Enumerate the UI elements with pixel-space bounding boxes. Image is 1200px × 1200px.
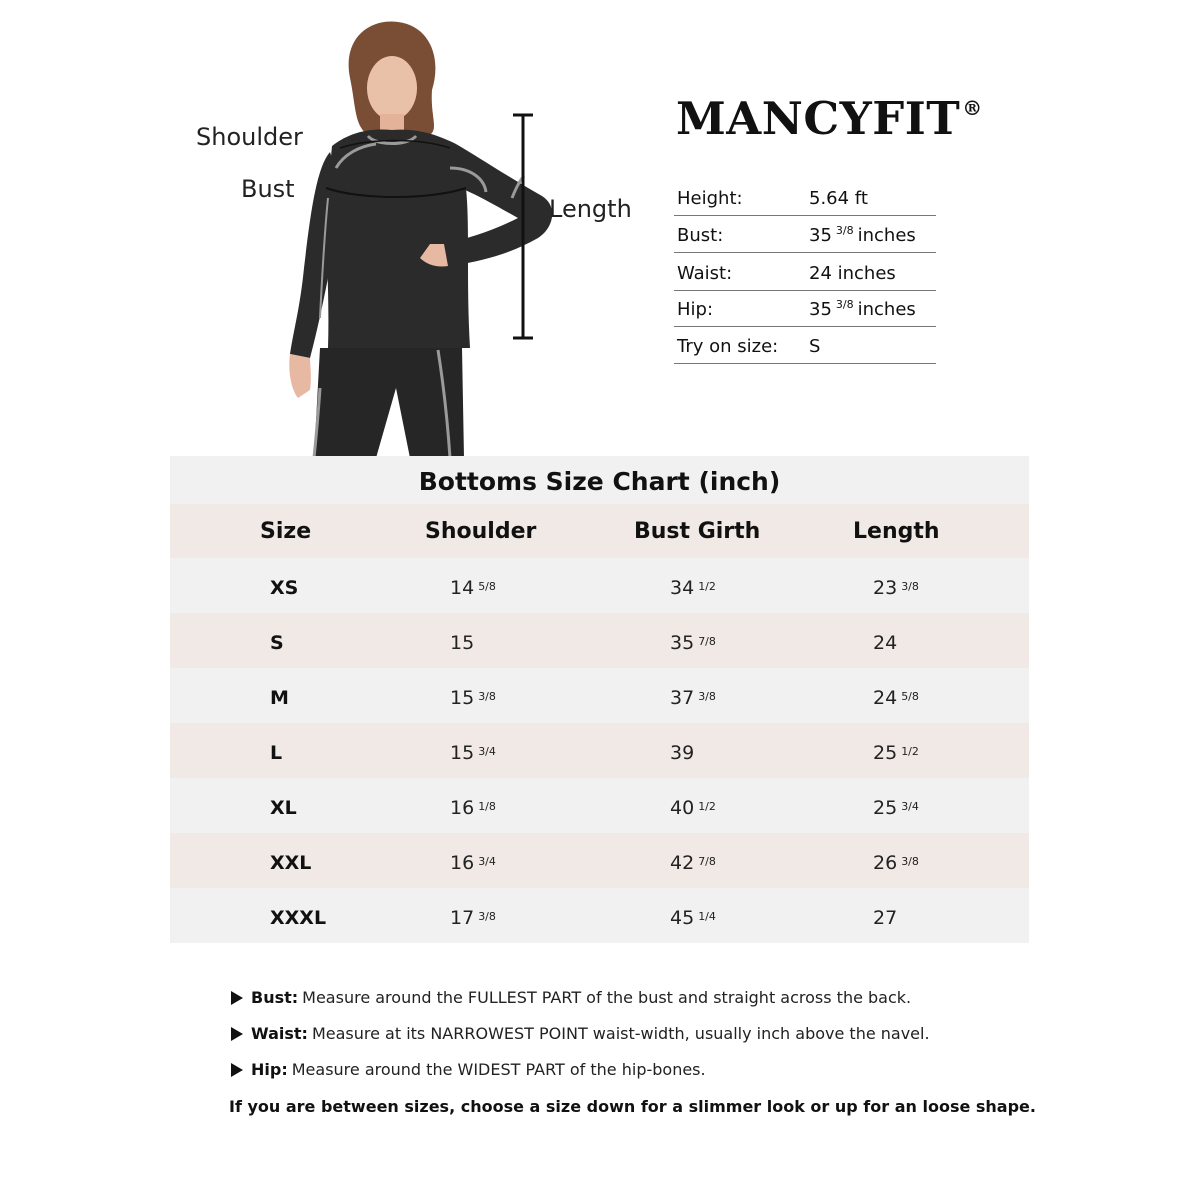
length-cell-fraction: 1/2 (901, 745, 919, 758)
note-text: Measure around the FULLEST PART of the bust and straight across the back. (302, 988, 912, 1007)
bust-girth-cell-fraction: 7/8 (698, 635, 716, 648)
stat-label: Hip: (677, 299, 714, 320)
length-cell-whole: 25 (873, 796, 898, 819)
length-cell (873, 888, 897, 945)
stat-value-main: 24 inches (809, 263, 896, 284)
stat-value-main: 5.64 ft (809, 188, 868, 209)
shoulder-cell (450, 833, 500, 890)
bust-girth-cell-fraction: 1/2 (698, 800, 716, 813)
bust-girth-cell-whole: 45 (670, 906, 695, 929)
shoulder-cell-whole: 15 (450, 741, 475, 764)
length-cell-whole: 24 (873, 631, 898, 654)
size-cell: XS (270, 576, 299, 599)
length-cell-whole: 23 (873, 576, 898, 599)
shoulder-cell-fraction: 3/4 (478, 745, 496, 758)
note-label: Hip: (251, 1060, 288, 1079)
bust-girth-cell-whole: 40 (670, 796, 695, 819)
length-cell-fraction: 3/8 (901, 855, 919, 868)
stat-value-main: S (809, 336, 821, 357)
note-text: Measure at its NARROWEST POINT waist-width, usually inch above the navel. (311, 1024, 930, 1043)
registered-mark: ® (962, 96, 983, 120)
bullet-triangle-icon (231, 1027, 243, 1041)
stat-value (809, 225, 916, 246)
header-shoulder: Shoulder (425, 518, 537, 544)
length-cell (873, 613, 897, 670)
table-row (170, 723, 1029, 778)
note-item (231, 988, 911, 1007)
stat-value-main: 35 (809, 225, 832, 246)
shoulder-cell-fraction: 3/4 (478, 855, 496, 868)
shoulder-cell-whole: 15 (450, 631, 475, 654)
bust-girth-cell-whole: 37 (670, 686, 695, 709)
bust-girth-cell-fraction: 7/8 (698, 855, 716, 868)
stat-label: Try on size: (677, 336, 779, 357)
stat-label: Height: (677, 188, 743, 209)
stat-row (674, 253, 936, 291)
stat-label: Bust: (677, 225, 724, 246)
shoulder-cell-fraction: 5/8 (478, 580, 496, 593)
length-bracket (508, 112, 538, 342)
shoulder-cell-whole: 17 (450, 906, 475, 929)
shoulder-cell-whole: 16 (450, 851, 475, 874)
stat-row (674, 289, 936, 327)
table-row (170, 668, 1029, 723)
length-cell-whole: 25 (873, 741, 898, 764)
stat-value-unit: inches (857, 299, 916, 320)
bust-girth-cell-whole: 39 (670, 741, 695, 764)
bullet-triangle-icon (231, 991, 243, 1005)
length-cell-fraction: 3/4 (901, 800, 919, 813)
stat-value (809, 263, 896, 284)
stat-row (674, 178, 936, 216)
bust-girth-cell-whole: 42 (670, 851, 695, 874)
shoulder-label: Shoulder (196, 123, 303, 151)
table-row (170, 888, 1029, 943)
length-cell (873, 778, 923, 835)
length-label: Length (549, 195, 632, 223)
stat-value (809, 188, 868, 209)
length-cell-fraction: 5/8 (901, 690, 919, 703)
stat-value (809, 299, 916, 320)
bust-girth-cell (670, 888, 720, 945)
length-cell (873, 558, 923, 615)
table-row (170, 558, 1029, 613)
shoulder-cell (450, 668, 500, 725)
size-cell: XL (270, 796, 297, 819)
shoulder-cell (450, 888, 500, 945)
note-label: Waist: (251, 1024, 308, 1043)
header-length: Length (853, 518, 940, 544)
table-row (170, 778, 1029, 833)
bust-girth-cell-fraction: 1/4 (698, 910, 716, 923)
stat-value-unit: inches (857, 225, 916, 246)
table-row (170, 613, 1029, 668)
table-header-row (170, 504, 1029, 558)
shoulder-cell (450, 613, 474, 670)
header-size: Size (260, 518, 312, 544)
bust-girth-cell (670, 558, 720, 615)
shoulder-cell (450, 558, 500, 615)
bust-girth-cell (670, 613, 720, 670)
bust-girth-cell (670, 668, 720, 725)
bust-girth-cell-whole: 34 (670, 576, 695, 599)
shoulder-cell (450, 723, 500, 780)
shoulder-cell-fraction: 3/8 (478, 690, 496, 703)
note-item (231, 1060, 706, 1079)
shoulder-cell-whole: 14 (450, 576, 475, 599)
length-cell-whole: 24 (873, 686, 898, 709)
bust-girth-cell (670, 778, 720, 835)
shoulder-cell-whole: 16 (450, 796, 475, 819)
length-cell (873, 723, 923, 780)
stat-value-main: 35 (809, 299, 832, 320)
size-chart-table (170, 456, 1029, 943)
length-cell (873, 668, 923, 725)
shoulder-cell-fraction: 1/8 (478, 800, 496, 813)
size-cell: XXXL (270, 906, 327, 929)
model-top (327, 130, 470, 348)
stat-label: Waist: (677, 263, 733, 284)
bust-label: Bust (241, 175, 295, 203)
length-cell-fraction: 3/8 (901, 580, 919, 593)
bust-girth-cell-whole: 35 (670, 631, 695, 654)
bust-girth-cell (670, 723, 694, 780)
note-text: Measure around the WIDEST PART of the hip-bones. (291, 1060, 706, 1079)
stat-value-fraction: 3/8 (835, 224, 854, 237)
note-item (231, 1024, 930, 1043)
size-cell: L (270, 741, 283, 764)
length-cell-whole: 26 (873, 851, 898, 874)
length-cell (873, 833, 923, 890)
length-cell-whole: 27 (873, 906, 898, 929)
header-bust-girth: Bust Girth (634, 518, 761, 544)
table-body (170, 558, 1029, 943)
model-left-hand (289, 354, 311, 398)
size-chart-title: Bottoms Size Chart (inch) (170, 456, 1029, 504)
size-cell: XXL (270, 851, 312, 874)
note-label: Bust: (251, 988, 299, 1007)
shoulder-cell-fraction: 3/8 (478, 910, 496, 923)
stat-value-fraction: 3/8 (835, 298, 854, 311)
stat-value (809, 336, 820, 357)
bust-girth-cell-fraction: 3/8 (698, 690, 716, 703)
size-cell: S (270, 631, 284, 654)
size-cell: M (270, 686, 289, 709)
stat-row (674, 326, 936, 364)
bust-girth-cell (670, 833, 720, 890)
sizing-tip: If you are between sizes, choose a size down for a slimmer look or up for an loose shape. (229, 1097, 1036, 1116)
brand-logo (676, 92, 983, 145)
brand-name: MANCYFIT (676, 92, 961, 145)
table-row (170, 833, 1029, 888)
stat-row (674, 215, 936, 253)
shoulder-cell (450, 778, 500, 835)
shoulder-cell-whole: 15 (450, 686, 475, 709)
bust-girth-cell-fraction: 1/2 (698, 580, 716, 593)
bullet-triangle-icon (231, 1063, 243, 1077)
model-face (367, 56, 417, 120)
